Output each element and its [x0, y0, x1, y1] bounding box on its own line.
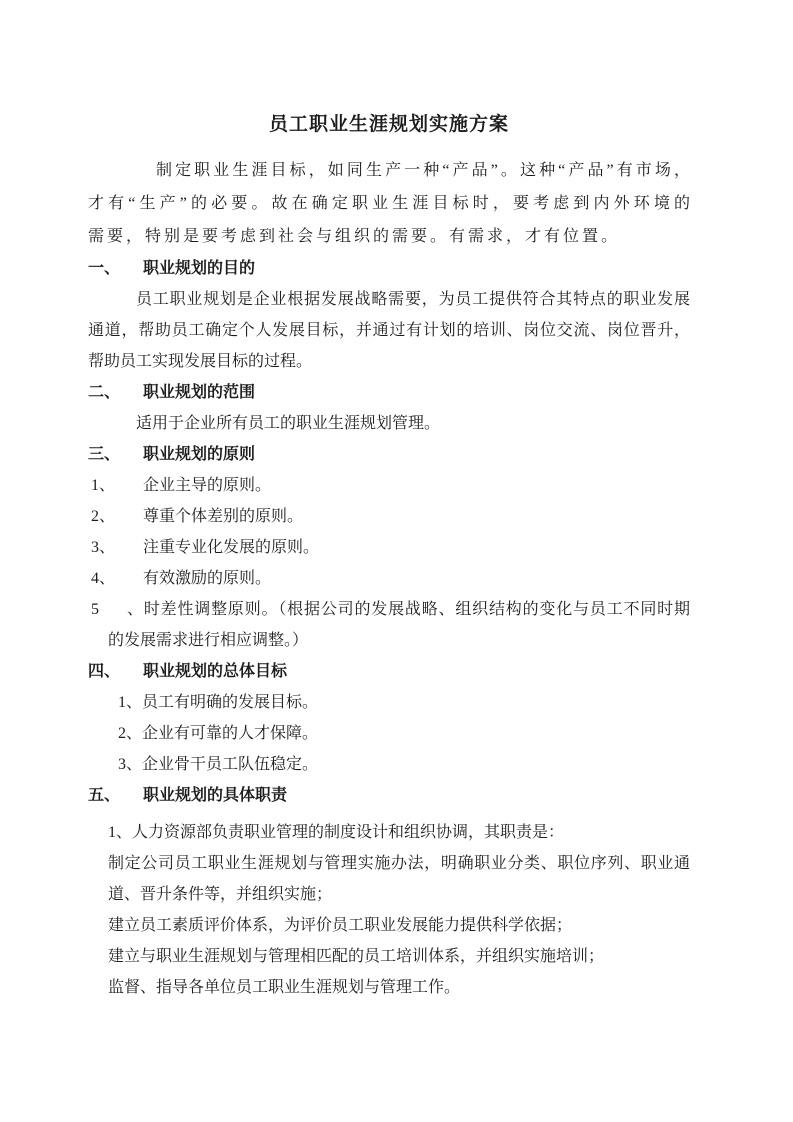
list-item-number: 1、	[91, 477, 116, 494]
heading-number: 二、	[88, 384, 121, 401]
section-3-list	[88, 470, 690, 656]
list-item	[88, 532, 690, 563]
text-line: 需要，特别是要考虑到社会与组织的需要。有需求，才有位置。	[88, 228, 621, 245]
list-item	[88, 470, 690, 501]
text-line: 适用于企业所有员工的职业生涯规划管理。	[136, 415, 441, 432]
text-line: 员工职业规划是企业根据发展战略需要，为员工提供符合其特点的职业发展	[136, 291, 690, 308]
heading-number: 五、	[88, 787, 121, 804]
text-line: 通道，帮助员工确定个人发展目标，并通过有计划的培训、岗位交流、岗位晋升，	[88, 322, 690, 339]
list-item-text: 有效激励的原则。	[143, 570, 272, 587]
list-item: 3、企业骨干员工队伍稳定。	[118, 756, 319, 773]
document-title: 员工职业生涯规划实施方案	[268, 114, 509, 135]
heading-text: 职业规划的范围	[143, 384, 256, 401]
heading-number: 四、	[88, 663, 121, 680]
section-2-heading	[88, 377, 690, 408]
text-line: 建立员工素质评价体系，为评价员工职业发展能力提供科学依据；	[108, 917, 573, 934]
text-line: 帮助员工实现发展目标的过程。	[88, 353, 313, 370]
list-item-text: 企业主导的原则。	[143, 477, 272, 494]
list-item	[88, 563, 690, 594]
intro-paragraph	[88, 154, 690, 253]
list-item-number: 5、	[91, 601, 143, 618]
list-item-continuation: 的发展需求进行相应调整。）	[108, 632, 309, 649]
section-4-list	[88, 687, 690, 780]
list-item-text: 注重专业化发展的原则。	[143, 539, 320, 556]
list-item: 1、员工有明确的发展目标。	[118, 694, 319, 711]
text-line: 1、人力资源部负责职业管理的制度设计和组织协调，其职责是：	[108, 824, 565, 841]
list-item-text: 尊重个体差别的原则。	[143, 508, 304, 525]
list-item-number: 3、	[91, 539, 116, 556]
section-5-heading	[88, 780, 690, 811]
heading-text: 职业规划的原则	[143, 446, 256, 463]
text-line: 监督、指导各单位员工职业生涯规划与管理工作。	[108, 979, 461, 996]
text-line: 制定公司员工职业生涯规划与管理实施办法，明确职业分类、职位序列、职业通	[108, 855, 690, 872]
section-4-heading	[88, 656, 690, 687]
list-item	[88, 501, 690, 532]
section-3-heading	[88, 439, 690, 470]
text-line: 制定职业生涯目标，如同生产一种“产品”。这种“产品”有市场，	[156, 162, 690, 179]
heading-number: 一、	[88, 260, 121, 277]
heading-text: 职业规划的具体职责	[143, 787, 288, 804]
section-5-body	[88, 817, 690, 1003]
list-item-text: 时差性调整原则。（根据公司的发展战略、组织结构的变化与员工不同时期	[143, 601, 690, 618]
list-item-number: 4、	[91, 570, 116, 587]
text-line: 道、晋升条件等，并组织实施；	[108, 886, 333, 903]
list-item	[88, 594, 690, 625]
text-line: 建立与职业生涯规划与管理相匹配的员工培训体系，并组织实施培训；	[108, 948, 605, 965]
section-2-body	[88, 408, 690, 439]
section-1-body	[88, 284, 690, 377]
list-item-number: 2、	[91, 508, 116, 525]
text-line: 才有“生产”的必要。故在确定职业生涯目标时，要考虑到内外环境的	[88, 195, 690, 212]
heading-text: 职业规划的目的	[143, 260, 256, 277]
section-1-heading	[88, 253, 690, 284]
heading-number: 三、	[88, 446, 121, 463]
heading-text: 职业规划的总体目标	[143, 663, 288, 680]
list-item: 2、企业有可靠的人才保障。	[118, 725, 319, 742]
